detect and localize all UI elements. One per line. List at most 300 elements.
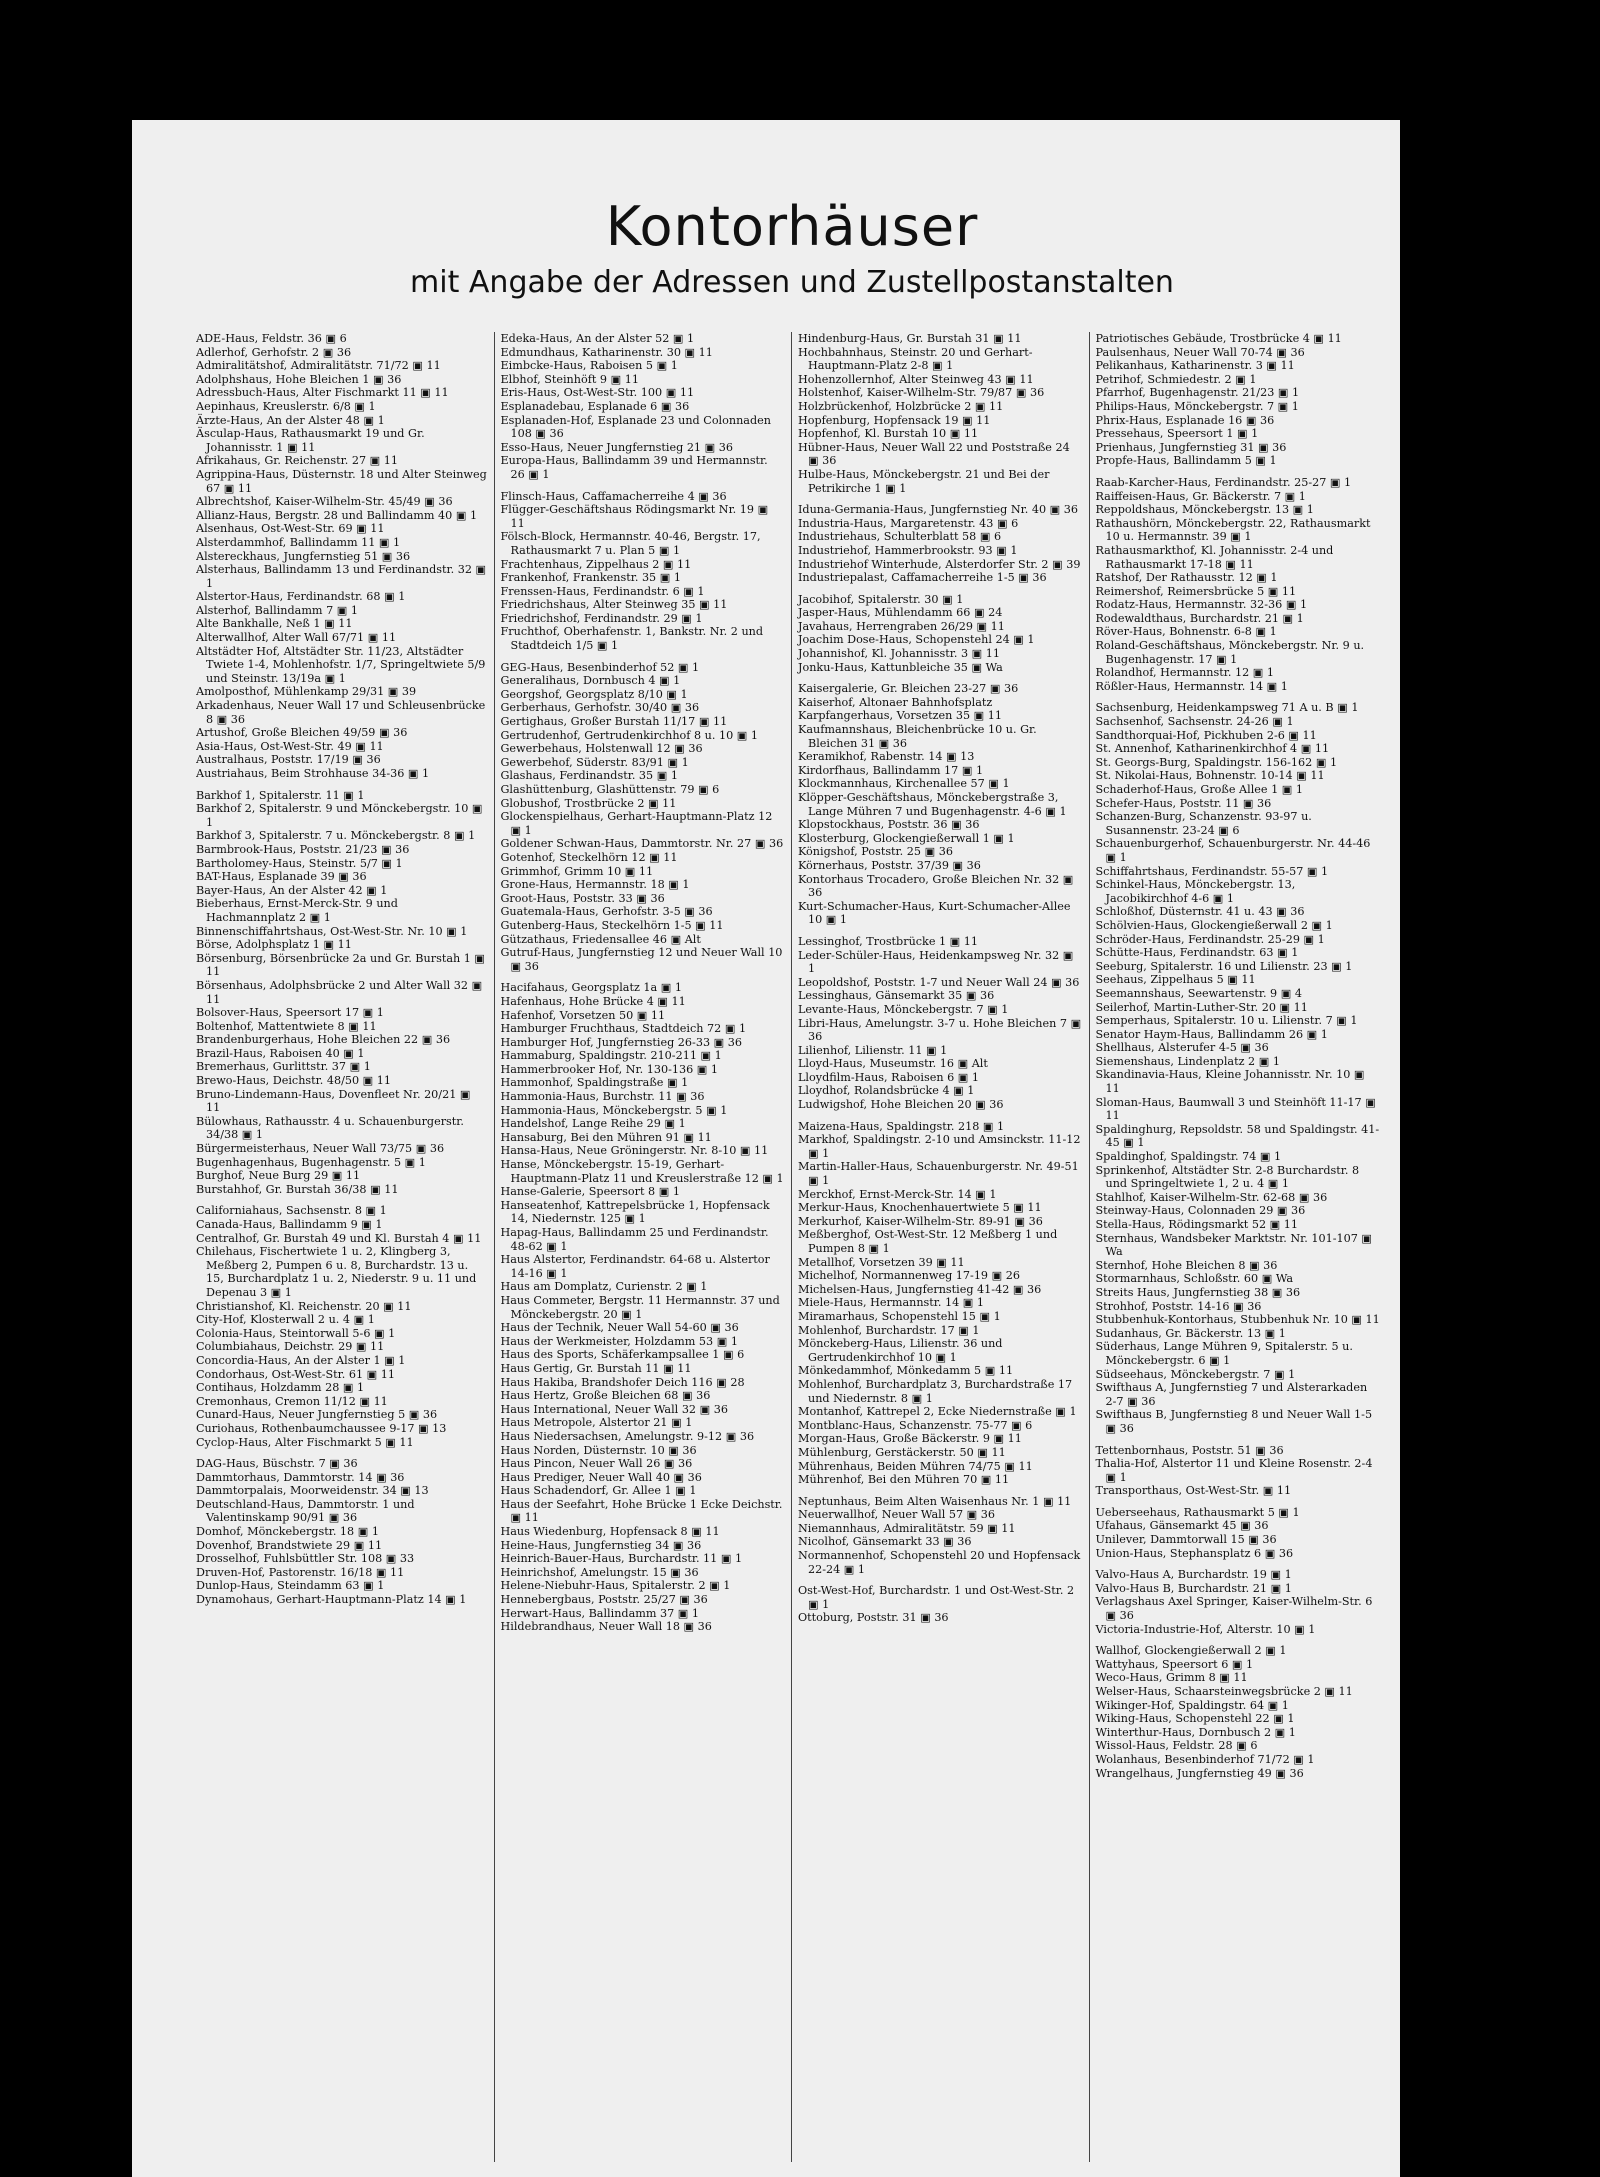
directory-entry: Seehaus, Zippelhaus 5 ▣ 11 <box>1095 973 1256 987</box>
directory-entry: Centralhof, Gr. Burstah 49 und Kl. Burstah 4 ▣ 11 <box>196 1231 482 1245</box>
directory-entry: Mönckeberg-Haus, Lilienstr. 36 und Gertrudenkirchhof 10 ▣ 1 <box>798 1337 1003 1364</box>
directory-entry: Cremonhaus, Cremon 11/12 ▣ 11 <box>196 1394 388 1408</box>
directory-entry: Admiralitätshof, Admiralitätstr. 71/72 ▣ 11 <box>196 359 441 373</box>
directory-entry: Concordia-Haus, An der Alster 1 ▣ 1 <box>196 1353 406 1367</box>
directory-entry: Haus der Werkmeister, Holzdamm 53 ▣ 1 <box>500 1334 738 1348</box>
directory-entry: Karpfangerhaus, Vorsetzen 35 ▣ 11 <box>798 709 1003 723</box>
directory-entry: GEG-Haus, Besenbinderhof 52 ▣ 1 <box>500 660 700 674</box>
directory-entry: Adlerhof, Gerhofstr. 2 ▣ 36 <box>196 345 352 359</box>
directory-entry: Sudanhaus, Gr. Bäckerstr. 13 ▣ 1 <box>1095 1326 1286 1340</box>
directory-entry: Sloman-Haus, Baumwall 3 und Steinhöft 11-17 ▣ 11 <box>1095 1095 1376 1123</box>
directory-entry: Edeka-Haus, An der Alster 52 ▣ 1 <box>500 332 695 345</box>
directory-entry: Haus Hakiba, Brandshofer Deich 116 ▣ 28 <box>500 1375 745 1389</box>
scan-background <box>1400 0 1600 2177</box>
directory-entry: Allianz-Haus, Bergstr. 28 und Ballindamm 40 ▣ 1 <box>196 508 478 522</box>
directory-entry: Asia-Haus, Ost-West-Str. 49 ▣ 11 <box>196 739 384 753</box>
directory-entry: Wrangelhaus, Jungfernstieg 49 ▣ 36 <box>1095 1766 1304 1780</box>
directory-entry: Brandenburgerhaus, Hohe Bleichen 22 ▣ 36 <box>196 1033 451 1047</box>
directory-entry: Javahaus, Herrengraben 26/29 ▣ 11 <box>798 619 1005 633</box>
directory-entry: Niemannhaus, Admiralitätstr. 59 ▣ 11 <box>798 1521 1016 1535</box>
directory-entry: Bugenhagenhaus, Bugenhagenstr. 5 ▣ 1 <box>196 1155 426 1169</box>
directory-entry: Sternhaus, Wandsbeker Marktstr. Nr. 101-107 ▣ Wa <box>1095 1231 1373 1259</box>
directory-entry: Hamburger Fruchthaus, Stadtdeich 72 ▣ 1 <box>500 1022 747 1036</box>
directory-entry: Haus Metropole, Alstertor 21 ▣ 1 <box>500 1416 693 1430</box>
directory-entry: Heinrich-Bauer-Haus, Burchardstr. 11 ▣ 1 <box>500 1552 743 1566</box>
directory-entry: Mührenhaus, Beiden Mühren 74/75 ▣ 11 <box>798 1459 1033 1473</box>
directory-entry: Adressbuch-Haus, Alter Fischmarkt 11 ▣ 11 <box>196 386 449 400</box>
directory-entry: Rathausmarkthof, Kl. Johannisstr. 2-4 und Rathausmarkt 17-18 ▣ 11 <box>1095 543 1334 571</box>
directory-entry: Condorhaus, Ost-West-Str. 61 ▣ 11 <box>196 1367 396 1381</box>
directory-entry: Transporthaus, Ost-West-Str. ▣ 11 <box>1095 1484 1292 1498</box>
directory-entry: Kaufmannshaus, Bleichenbrücke 10 u. Gr. Bleichen 31 ▣ 36 <box>798 723 1037 750</box>
directory-entry: Friedrichshof, Ferdinandstr. 29 ▣ 1 <box>500 611 703 625</box>
directory-entry: Mohlenhof, Burchardplatz 3, Burchardstraße 17 und Niedernstr. 8 ▣ 1 <box>798 1377 1073 1405</box>
directory-entry: Reppoldshaus, Mönckebergstr. 13 ▣ 1 <box>1095 503 1314 517</box>
directory-entry: Alsterhof, Ballindamm 7 ▣ 1 <box>196 603 359 617</box>
directory-entry: Georgshof, Georgsplatz 8/10 ▣ 1 <box>500 687 688 701</box>
directory-entry: Hohenzollernhof, Alter Steinweg 43 ▣ 11 <box>798 372 1034 386</box>
directory-entry: Lilienhof, Lilienstr. 11 ▣ 1 <box>798 1043 948 1057</box>
directory-entry: Schauenburgerhof, Schauenburgerstr. Nr. 44-46 ▣ 1 <box>1095 837 1371 864</box>
directory-entry: Dammtorpalais, Moorweidenstr. 34 ▣ 13 <box>196 1484 429 1498</box>
directory-entry: Lessinghaus, Gänsemarkt 35 ▣ 36 <box>798 989 995 1003</box>
directory-entry: Sachsenburg, Heidenkampsweg 71 A u. B ▣ 1 <box>1095 701 1359 715</box>
directory-entry: Raab-Karcher-Haus, Ferdinandstr. 25-27 ▣ 1 <box>1095 475 1352 489</box>
directory-entry: Ludwigshof, Hohe Bleichen 20 ▣ 36 <box>798 1098 1004 1112</box>
directory-entry: Lloyd-Haus, Museumstr. 16 ▣ Alt <box>798 1057 988 1071</box>
directory-entry: Bolsover-Haus, Speersort 17 ▣ 1 <box>196 1006 384 1020</box>
directory-entry: Miramarhaus, Schopenstehl 15 ▣ 1 <box>798 1309 1001 1323</box>
directory-entry: Industriehof, Hammerbrookstr. 93 ▣ 1 <box>798 543 1018 557</box>
directory-entry: Haus Gertig, Gr. Burstah 11 ▣ 11 <box>500 1361 692 1375</box>
directory-entry: Hanse-Galerie, Speersort 8 ▣ 1 <box>500 1185 680 1199</box>
directory-entry: Afrikahaus, Gr. Reichenstr. 27 ▣ 11 <box>196 454 399 468</box>
directory-entry: Haus Norden, Düsternstr. 10 ▣ 36 <box>500 1443 697 1457</box>
directory-entry: Schröder-Haus, Ferdinandstr. 25-29 ▣ 1 <box>1095 932 1325 946</box>
directory-entry: Eimbcke-Haus, Raboisen 5 ▣ 1 <box>500 359 678 373</box>
directory-entry: Wattyhaus, Speersort 6 ▣ 1 <box>1095 1657 1254 1671</box>
directory-entry: Bartholomey-Haus, Steinstr. 5/7 ▣ 1 <box>196 856 403 870</box>
directory-entry: Kontorhaus Trocadero, Große Bleichen Nr. 32 ▣ 36 <box>798 872 1074 900</box>
directory-entry: Libri-Haus, Amelungstr. 3-7 u. Hohe Bleichen 7 ▣ 36 <box>798 1016 1082 1044</box>
directory-entry: Börsenburg, Börsenbrücke 2a und Gr. Burstah 1 ▣ 11 <box>196 951 485 979</box>
directory-entry: Phrix-Haus, Esplanade 16 ▣ 36 <box>1095 413 1275 427</box>
directory-entry: Hammonia-Haus, Burchstr. 11 ▣ 36 <box>500 1090 705 1104</box>
directory-entry: Ratshof, Der Rathausstr. 12 ▣ 1 <box>1095 571 1278 585</box>
directory-entry: Hacifahaus, Georgsplatz 1a ▣ 1 <box>500 981 683 995</box>
directory-entry: Arkadenhaus, Neuer Wall 17 und Schleusenbrücke 8 ▣ 36 <box>196 699 486 726</box>
directory-entry: Hammonia-Haus, Mönckebergstr. 5 ▣ 1 <box>500 1103 728 1117</box>
directory-entry: Mühlenburg, Gerstäckerstr. 50 ▣ 11 <box>798 1445 1006 1459</box>
directory-entry: Paulsenhaus, Neuer Wall 70-74 ▣ 36 <box>1095 345 1305 359</box>
directory-entry: Neptunhaus, Beim Alten Waisenhaus Nr. 1 ▣ 11 <box>798 1494 1072 1508</box>
directory-entry: Amolposthof, Mühlenkamp 29/31 ▣ 39 <box>196 685 417 699</box>
directory-entry: Schiffahrtshaus, Ferdinandstr. 55-57 ▣ 1 <box>1095 864 1329 878</box>
directory-entry: Hamburger Hof, Jungfernstieg 26-33 ▣ 36 <box>500 1035 742 1049</box>
directory-entry: Merkur-Haus, Knochenhauertwiete 5 ▣ 11 <box>798 1201 1042 1215</box>
directory-entry: Kurt-Schumacher-Haus, Kurt-Schumacher-Allee 10 ▣ 1 <box>798 899 1071 927</box>
directory-entry: Gewerbehaus, Holstenwall 12 ▣ 36 <box>500 742 703 756</box>
directory-entry: Gewerbehof, Süderstr. 83/91 ▣ 1 <box>500 755 689 769</box>
directory-entry: Canada-Haus, Ballindamm 9 ▣ 1 <box>196 1218 383 1231</box>
directory-entry: Morgan-Haus, Große Bäckerstr. 9 ▣ 11 <box>798 1432 1022 1446</box>
directory-entry: Fölsch-Block, Hermannstr. 40-46, Bergstr. 17, Rathausmarkt 7 u. Plan 5 ▣ 1 <box>500 530 761 557</box>
directory-entry: Welser-Haus, Schaarsteinwegsbrücke 2 ▣ 11 <box>1095 1685 1353 1698</box>
directory-entry: Albrechtshof, Kaiser-Wilhelm-Str. 45/49 ▣ 36 <box>196 495 453 509</box>
directory-entry: Fruchthof, Oberhafenstr. 1, Bankstr. Nr. 2 und Stadtdeich 1/5 ▣ 1 <box>500 625 764 653</box>
directory-entry: Haus International, Neuer Wall 32 ▣ 36 <box>500 1402 728 1416</box>
directory-entry: Sandthorquai-Hof, Pickhuben 2-6 ▣ 11 <box>1095 728 1317 742</box>
directory-entry: Europa-Haus, Ballindamm 39 und Hermannstr. 26 ▣ 1 <box>500 454 768 481</box>
directory-entry: Burghof, Neue Burg 29 ▣ 11 <box>196 1169 361 1183</box>
directory-entry: Hulbe-Haus, Mönckebergstr. 21 und Bei der Petrikirche 1 ▣ 1 <box>798 467 1050 495</box>
directory-entry: Raiffeisen-Haus, Gr. Bäckerstr. 7 ▣ 1 <box>1095 489 1306 503</box>
directory-entry: Alsenhaus, Ost-West-Str. 69 ▣ 11 <box>196 522 385 536</box>
directory-entry: Haus Niedersachsen, Amelungstr. 9-12 ▣ 36 <box>500 1429 755 1443</box>
directory-entry: Gertighaus, Großer Burstah 11/17 ▣ 11 <box>500 715 728 729</box>
directory-entry: Spaldinghurg, Repsoldstr. 58 und Spaldingstr. 41-45 ▣ 1 <box>1095 1122 1380 1150</box>
directory-entry: Stahlhof, Kaiser-Wilhelm-Str. 62-68 ▣ 36 <box>1095 1190 1328 1204</box>
directory-entry: Schölvien-Haus, Glockengießerwall 2 ▣ 1 <box>1095 918 1333 932</box>
directory-entry: Haus der Seefahrt, Hohe Brücke 1 Ecke Deichstr. ▣ 11 <box>500 1497 783 1525</box>
directory-entry: Rodatz-Haus, Hermannstr. 32-36 ▣ 1 <box>1095 598 1308 612</box>
directory-entry: Mührenhof, Bei den Mühren 70 ▣ 11 <box>798 1473 1010 1487</box>
directory-entry: Hopfenhof, Kl. Burstah 10 ▣ 11 <box>798 427 979 441</box>
directory-entry: Dunlop-Haus, Steindamm 63 ▣ 1 <box>196 1579 385 1593</box>
directory-entry: Wikinger-Hof, Spaldingstr. 64 ▣ 1 <box>1095 1698 1289 1712</box>
directory-entry: St. Nikolai-Haus, Bohnenstr. 10-14 ▣ 11 <box>1095 769 1325 783</box>
directory-entry: Industriehaus, Schulterblatt 58 ▣ 6 <box>798 530 1002 544</box>
directory-entry: Esso-Haus, Neuer Jungfernstieg 21 ▣ 36 <box>500 440 733 454</box>
directory-entry: Spaldinghof, Spaldingstr. 74 ▣ 1 <box>1095 1150 1282 1164</box>
directory-entry: Seilerhof, Martin-Luther-Str. 20 ▣ 11 <box>1095 1000 1308 1014</box>
directory-entry: Haus der Technik, Neuer Wall 54-60 ▣ 36 <box>500 1321 739 1335</box>
directory-entry: DAG-Haus, Büschstr. 7 ▣ 36 <box>196 1457 358 1471</box>
directory-entry: City-Hof, Klosterwall 2 u. 4 ▣ 1 <box>196 1313 375 1327</box>
directory-entry: Ärzte-Haus, An der Alster 48 ▣ 1 <box>196 413 385 427</box>
directory-column-3 <box>791 332 1089 2162</box>
directory-entry: Hammerbrooker Hof, Nr. 130-136 ▣ 1 <box>500 1062 719 1076</box>
directory-entry: Miele-Haus, Hermannstr. 14 ▣ 1 <box>798 1296 985 1310</box>
directory-entry: Boltenhof, Mattentwiete 8 ▣ 11 <box>196 1019 377 1033</box>
directory-entry: Ottoburg, Poststr. 31 ▣ 36 <box>798 1611 949 1625</box>
directory-entry: Schaderhof-Haus, Große Allee 1 ▣ 1 <box>1095 783 1304 796</box>
directory-entry: Rathaushörn, Mönckebergstr. 22, Rathausmarkt 10 u. Hermannstr. 39 ▣ 1 <box>1095 516 1371 544</box>
directory-entry: Groot-Haus, Poststr. 33 ▣ 36 <box>500 891 665 905</box>
directory-entry: Burstahhof, Gr. Burstah 36/38 ▣ 11 <box>196 1182 399 1196</box>
directory-entry: Hennebergbaus, Poststr. 25/27 ▣ 36 <box>500 1593 708 1607</box>
directory-entry: Levante-Haus, Mönckebergstr. 7 ▣ 1 <box>798 1002 1009 1016</box>
directory-entry: Eris-Haus, Ost-West-Str. 100 ▣ 11 <box>500 386 695 400</box>
directory-entry: Guatemala-Haus, Gerhofstr. 3-5 ▣ 36 <box>500 905 713 919</box>
directory-entry: Röver-Haus, Bohnenstr. 6-8 ▣ 1 <box>1095 625 1277 639</box>
directory-entry: Sternhof, Hohe Bleichen 8 ▣ 36 <box>1095 1258 1278 1272</box>
directory-entry: Hanseatenhof, Kattrepelsbrücke 1, Hopfensack 14, Niedernstr. 125 ▣ 1 <box>500 1198 770 1226</box>
directory-entry: Drosselhof, Fuhlsbüttler Str. 108 ▣ 33 <box>196 1552 415 1566</box>
directory-entry: Michelhof, Normannenweg 17-19 ▣ 26 <box>798 1269 1020 1283</box>
directory-entry: Druven-Hof, Pastorenstr. 16/18 ▣ 11 <box>196 1565 405 1579</box>
directory-entry: Martin-Haller-Haus, Schauenburgerstr. Nr. 49-51 ▣ 1 <box>798 1160 1079 1188</box>
directory-entry: Äsculap-Haus, Rathausmarkt 19 und Gr. Johannisstr. 1 ▣ 11 <box>196 427 425 454</box>
directory-entry: Johannishof, Kl. Johannisstr. 3 ▣ 11 <box>798 647 1000 661</box>
directory-entry: Flügger-Geschäftshaus Rödingsmarkt Nr. 19 ▣ 11 <box>500 503 769 530</box>
directory-column-4 <box>1089 332 1387 2162</box>
directory-entry: Alsterhaus, Ballindamm 13 und Ferdinandstr. 32 ▣ 1 <box>196 563 487 590</box>
directory-columns <box>196 332 1386 2162</box>
directory-entry: St. Georgs-Burg, Spaldingstr. 156-162 ▣ 1 <box>1095 755 1338 769</box>
directory-entry: Keramikhof, Rabenstr. 14 ▣ 13 <box>798 750 975 764</box>
directory-entry: Alte Bankhalle, Neß 1 ▣ 11 <box>196 617 353 631</box>
directory-entry: Herwart-Haus, Ballindamm 37 ▣ 1 <box>500 1606 700 1620</box>
directory-entry: Mönkedammhof, Mönkedamm 5 ▣ 11 <box>798 1364 1014 1378</box>
directory-entry: Hildebrandhaus, Neuer Wall 18 ▣ 36 <box>500 1620 712 1634</box>
directory-entry: Hammaburg, Spaldingstr. 210-211 ▣ 1 <box>500 1049 722 1063</box>
directory-entry: Dynamohaus, Gerhart-Hauptmann-Platz 14 ▣ 1 <box>196 1593 467 1607</box>
directory-entry: Esplanaden-Hof, Esplanade 23 und Colonnaden 108 ▣ 36 <box>500 413 771 441</box>
directory-entry: Rößler-Haus, Hermannstr. 14 ▣ 1 <box>1095 679 1288 693</box>
directory-entry: Reimershof, Reimersbrücke 5 ▣ 11 <box>1095 584 1297 598</box>
page-subtitle: mit Angabe der Adressen und Zustellpostanstalten <box>410 265 1174 300</box>
directory-entry: Deutschland-Haus, Dammtorstr. 1 und Valentinskamp 90/91 ▣ 36 <box>196 1497 415 1525</box>
directory-entry: Industria-Haus, Margaretenstr. 43 ▣ 6 <box>798 516 1019 530</box>
directory-entry: Kaisergalerie, Gr. Bleichen 23-27 ▣ 36 <box>798 682 1019 696</box>
directory-entry: Valvo-Haus A, Burchardstr. 19 ▣ 1 <box>1095 1568 1292 1582</box>
directory-entry: Meßberghof, Ost-West-Str. 12 Meßberg 1 und Pumpen 8 ▣ 1 <box>798 1228 1058 1255</box>
directory-entry: Ost-West-Hof, Burchardstr. 1 und Ost-West-Str. 2 ▣ 1 <box>798 1584 1075 1611</box>
directory-entry: Binnenschiffahrtshaus, Ost-West-Str. Nr. 10 ▣ 1 <box>196 924 468 938</box>
directory-entry: Süderhaus, Lange Mühren 9, Spitalerstr. 5 u. Mönckebergstr. 6 ▣ 1 <box>1095 1340 1353 1367</box>
directory-entry: Elbhof, Steinhöft 9 ▣ 11 <box>500 372 639 386</box>
directory-entry: Goldener Schwan-Haus, Dammtorstr. Nr. 27 ▣ 36 <box>500 837 784 851</box>
directory-entry: Sachsenhof, Sachsenstr. 24-26 ▣ 1 <box>1095 715 1294 729</box>
directory-entry: ADE-Haus, Feldstr. 36 ▣ 6 <box>196 332 347 345</box>
directory-entry: Steinway-Haus, Colonnaden 29 ▣ 36 <box>1095 1204 1306 1218</box>
directory-column-1 <box>196 332 494 2162</box>
directory-entry: Hochbahnhaus, Steinstr. 20 und Gerhart-Hauptmann-Platz 2-8 ▣ 1 <box>798 345 1033 373</box>
directory-entry: Haus Schadendorf, Gr. Allee 1 ▣ 1 <box>500 1484 697 1498</box>
directory-entry: Bülowhaus, Rathausstr. 4 u. Schauenburgerstr. 34/38 ▣ 1 <box>196 1114 464 1142</box>
directory-entry: Industriepalast, Caffamacherreihe 1-5 ▣ 36 <box>798 571 1047 585</box>
directory-entry: Barkhof 2, Spitalerstr. 9 und Mönckebergstr. 10 ▣ 1 <box>196 802 483 829</box>
directory-entry: Valvo-Haus B, Burchardstr. 21 ▣ 1 <box>1095 1581 1292 1595</box>
directory-entry: Alsterdammhof, Ballindamm 11 ▣ 1 <box>196 535 401 549</box>
directory-entry: Hafenhof, Vorsetzen 50 ▣ 11 <box>500 1008 666 1022</box>
directory-entry: Klöpper-Geschäftshaus, Mönckebergstraße 3, Lange Mühren 7 und Bugenhagenstr. 4-6 ▣ 1 <box>798 791 1067 818</box>
directory-entry: Jonku-Haus, Kattunbleiche 35 ▣ Wa <box>798 660 1003 674</box>
directory-entry: Globushof, Trostbrücke 2 ▣ 11 <box>500 796 677 810</box>
directory-entry: Börse, Adolphsplatz 1 ▣ 11 <box>196 938 352 952</box>
directory-entry: Michelsen-Haus, Jungfernstieg 41-42 ▣ 36 <box>798 1282 1042 1296</box>
directory-entry: Patriotisches Gebäude, Trostbrücke 4 ▣ 11 <box>1095 332 1342 345</box>
directory-entry: Rolandhof, Hermannstr. 12 ▣ 1 <box>1095 666 1274 680</box>
directory-entry: Hammonhof, Spaldingstraße ▣ 1 <box>500 1076 689 1090</box>
directory-entry: Senator Haym-Haus, Ballindamm 26 ▣ 1 <box>1095 1027 1328 1041</box>
directory-entry: Iduna-Germania-Haus, Jungfernstieg Nr. 40 ▣ 36 <box>798 503 1079 517</box>
directory-entry: St. Annenhof, Katharinenkirchhof 4 ▣ 11 <box>1095 742 1330 756</box>
directory-entry: Frankenhof, Frankenstr. 35 ▣ 1 <box>500 571 681 585</box>
directory-entry: Jacobihof, Spitalerstr. 30 ▣ 1 <box>798 592 964 606</box>
directory-entry: Glashaus, Ferdinandstr. 35 ▣ 1 <box>500 769 678 783</box>
directory-entry: Esplanadebau, Esplanade 6 ▣ 36 <box>500 399 690 413</box>
directory-entry: Winterthur-Haus, Dornbusch 2 ▣ 1 <box>1095 1725 1296 1739</box>
directory-entry: Barmbrook-Haus, Poststr. 21/23 ▣ 36 <box>196 842 410 856</box>
directory-entry: Australhaus, Poststr. 17/19 ▣ 36 <box>196 753 381 767</box>
directory-entry: Neuerwallhof, Neuer Wall 57 ▣ 36 <box>798 1508 995 1522</box>
directory-entry: Bruno-Lindemann-Haus, Dovenfleet Nr. 20/21 ▣ 11 <box>196 1087 471 1115</box>
directory-entry: Alstereckhaus, Jungfernstieg 51 ▣ 36 <box>196 549 411 563</box>
directory-entry: Bürgermeisterhaus, Neuer Wall 73/75 ▣ 36 <box>196 1142 445 1156</box>
directory-entry: Sprinkenhof, Altstädter Str. 2-8 Burchardstr. 8 und Springeltwiete 1, 2 u. 4 ▣ 1 <box>1095 1163 1360 1191</box>
directory-entry: Industriehof Winterhude, Alsterdorfer Str. 2 ▣ 39 <box>798 557 1081 571</box>
directory-entry: Hafenhaus, Hohe Brücke 4 ▣ 11 <box>500 994 686 1008</box>
directory-entry: Shellhaus, Alsterufer 4-5 ▣ 36 <box>1095 1041 1269 1055</box>
directory-entry: Schinkel-Haus, Mönckebergstr. 13, Jacobikirchhof 4-6 ▣ 1 <box>1095 878 1296 905</box>
directory-entry: Domhof, Mönckebergstr. 18 ▣ 1 <box>196 1525 379 1539</box>
directory-entry: Siemenshaus, Lindenplatz 2 ▣ 1 <box>1095 1054 1280 1068</box>
directory-entry: Lloydhof, Rolandsbrücke 4 ▣ 1 <box>798 1084 975 1098</box>
directory-entry: Joachim Dose-Haus, Schopenstehl 24 ▣ 1 <box>798 633 1035 647</box>
directory-entry: Hapag-Haus, Ballindamm 25 und Ferdinandstr. 48-62 ▣ 1 <box>500 1226 769 1253</box>
directory-entry: Roland-Geschäftshaus, Mönckebergstr. Nr. 9 u. Bugenhagenstr. 17 ▣ 1 <box>1095 639 1365 666</box>
directory-entry: Gotenhof, Steckelhörn 12 ▣ 11 <box>500 850 678 864</box>
directory-entry: Grone-Haus, Hermannstr. 18 ▣ 1 <box>500 878 690 892</box>
directory-entry: Aepinhaus, Kreuslerstr. 6/8 ▣ 1 <box>196 399 376 413</box>
directory-entry: Hopfenburg, Hopfensack 19 ▣ 11 <box>798 413 991 427</box>
directory-entry: Haus Prediger, Neuer Wall 40 ▣ 36 <box>500 1470 702 1484</box>
directory-entry: Christianshof, Kl. Reichenstr. 20 ▣ 11 <box>196 1299 412 1313</box>
directory-entry: Wiking-Haus, Schopenstehl 22 ▣ 1 <box>1095 1712 1295 1726</box>
directory-entry: Schefer-Haus, Poststr. 11 ▣ 36 <box>1095 796 1272 810</box>
directory-entry: Swifthaus A, Jungfernstieg 7 und Alsterarkaden 2-7 ▣ 36 <box>1095 1381 1368 1408</box>
directory-entry: Gerberhaus, Gerhofstr. 30/40 ▣ 36 <box>500 701 700 715</box>
directory-entry: Haus Pincon, Neuer Wall 26 ▣ 36 <box>500 1457 693 1471</box>
directory-entry: Glashüttenburg, Glashüttenstr. 79 ▣ 6 <box>500 783 720 796</box>
directory-entry: Ufahaus, Gänsemarkt 45 ▣ 36 <box>1095 1519 1269 1533</box>
page-title: Kontorhäuser <box>605 195 979 258</box>
directory-entry: Montanhof, Kattrepel 2, Ecke Niedernstraße ▣ 1 <box>798 1405 1077 1419</box>
directory-entry: Maizena-Haus, Spaldingstr. 218 ▣ 1 <box>798 1119 1005 1133</box>
directory-entry: Grimmhof, Grimm 10 ▣ 11 <box>500 864 654 878</box>
directory-entry: Stella-Haus, Rödingsmarkt 52 ▣ 11 <box>1095 1218 1298 1231</box>
directory-entry: Bremerhaus, Gurlittstr. 37 ▣ 1 <box>196 1060 371 1074</box>
directory-entry: Philips-Haus, Mönckebergstr. 7 ▣ 1 <box>1095 399 1299 413</box>
directory-entry: Altstädter Hof, Altstädter Str. 11/23, Altstädter Twiete 1-4, Mohlenhofstr. 1/7, Springeltwiete 5/9 und Steinstr. 13/19a ▣ 1 <box>196 644 486 685</box>
directory-entry: Petrihof, Schmiedestr. 2 ▣ 1 <box>1095 372 1257 386</box>
directory-entry: Ueberseehaus, Rathausmarkt 5 ▣ 1 <box>1095 1505 1300 1519</box>
directory-entry: Semperhaus, Spitalerstr. 10 u. Lilienstr. 7 ▣ 1 <box>1095 1014 1358 1028</box>
directory-entry: Gutenberg-Haus, Steckelhörn 1-5 ▣ 11 <box>500 918 724 932</box>
directory-entry: Columbiahaus, Deichstr. 29 ▣ 11 <box>196 1340 385 1354</box>
directory-entry: Metallhof, Vorsetzen 39 ▣ 11 <box>798 1255 965 1269</box>
directory-entry: Stormarnhaus, Schloßstr. 60 ▣ Wa <box>1095 1272 1294 1286</box>
directory-entry: Generalihaus, Dornbusch 4 ▣ 1 <box>500 674 681 688</box>
directory-entry: Glockenspielhaus, Gerhart-Hauptmann-Platz 12 ▣ 1 <box>500 810 773 837</box>
directory-entry: Klockmannhaus, Kirchenallee 57 ▣ 1 <box>798 777 1010 791</box>
directory-entry: Alterwallhof, Alter Wall 67/71 ▣ 11 <box>196 631 397 645</box>
directory-entry: Leopoldshof, Poststr. 1-7 und Neuer Wall 24 ▣ 36 <box>798 975 1080 989</box>
directory-entry: Markhof, Spaldingstr. 2-10 und Amsinckstr. 11-12 ▣ 1 <box>798 1133 1081 1160</box>
directory-entry: Rodewaldthaus, Burchardstr. 21 ▣ 1 <box>1095 611 1304 625</box>
directory-entry: Schanzen-Burg, Schanzenstr. 93-97 u. Susannenstr. 23-24 ▣ 6 <box>1095 810 1312 837</box>
directory-entry: Merckhof, Ernst-Merck-Str. 14 ▣ 1 <box>798 1187 997 1201</box>
directory-entry: Adolphshaus, Hohe Bleichen 1 ▣ 36 <box>196 372 402 386</box>
directory-entry: Seeburg, Spitalerstr. 16 und Lilienstr. 23 ▣ 1 <box>1095 959 1353 973</box>
directory-entry: Hübner-Haus, Neuer Wall 22 und Poststraße 24 ▣ 36 <box>798 440 1070 468</box>
directory-entry: Haus am Domplatz, Curienstr. 2 ▣ 1 <box>500 1280 708 1294</box>
directory-entry: Unilever, Dammtorwall 15 ▣ 36 <box>1095 1533 1277 1547</box>
directory-entry: Holzbrückenhof, Holzbrücke 2 ▣ 11 <box>798 399 1004 413</box>
directory-entry: Gutruf-Haus, Jungfernstieg 12 und Neuer Wall 10 ▣ 36 <box>500 946 783 973</box>
directory-entry: Stubbenhuk-Kontorhaus, Stubbenhuk Nr. 10 ▣ 11 <box>1095 1313 1380 1327</box>
directory-entry: Haus Wiedenburg, Hopfensack 8 ▣ 11 <box>500 1525 720 1539</box>
directory-entry: Jasper-Haus, Mühlendamm 66 ▣ 24 <box>798 606 1003 620</box>
directory-entry: Haus Alstertor, Ferdinandstr. 64-68 u. Alstertor 14-16 ▣ 1 <box>500 1253 770 1280</box>
directory-entry: Gützathaus, Friedensallee 46 ▣ Alt <box>500 932 701 946</box>
directory-entry: Leder-Schüler-Haus, Heidenkampsweg Nr. 32 ▣ 1 <box>798 948 1074 976</box>
directory-entry: Königshof, Poststr. 25 ▣ 36 <box>798 845 953 859</box>
directory-entry: Seemannshaus, Seewartenstr. 9 ▣ 4 <box>1095 986 1302 1000</box>
directory-entry: Pressehaus, Speersort 1 ▣ 1 <box>1095 427 1259 441</box>
directory-entry: Skandinavia-Haus, Kleine Johannisstr. Nr. 10 ▣ 11 <box>1095 1068 1365 1096</box>
directory-entry: Gertrudenhof, Gertrudenkirchhof 8 u. 10 ▣ 1 <box>500 728 759 742</box>
directory-entry: Merkurhof, Kaiser-Wilhelm-Str. 89-91 ▣ 36 <box>798 1214 1043 1228</box>
directory-entry: Frenssen-Haus, Ferdinandstr. 6 ▣ 1 <box>500 584 705 598</box>
directory-entry: Contihaus, Holzdamm 28 ▣ 1 <box>196 1381 365 1395</box>
directory-entry: Nicolhof, Gänsemarkt 33 ▣ 36 <box>798 1535 972 1549</box>
directory-entry: Heine-Haus, Jungfernstieg 34 ▣ 36 <box>500 1538 702 1552</box>
directory-entry: Normannenhof, Schopenstehl 20 und Hopfensack 22-24 ▣ 1 <box>798 1549 1081 1576</box>
directory-column-2 <box>494 332 792 2162</box>
directory-entry: Dovenhof, Brandstwiete 29 ▣ 11 <box>196 1538 383 1552</box>
directory-entry: Börsenhaus, Adolphsbrücke 2 und Alter Wall 32 ▣ 11 <box>196 978 483 1006</box>
directory-entry: BAT-Haus, Esplanade 39 ▣ 36 <box>196 870 367 884</box>
directory-entry: Brewo-Haus, Deichstr. 48/50 ▣ 11 <box>196 1074 392 1088</box>
directory-entry: Californiahaus, Sachsenstr. 8 ▣ 1 <box>196 1204 387 1218</box>
directory-entry: Curiohaus, Rothenbaumchaussee 9-17 ▣ 13 <box>196 1421 447 1435</box>
directory-entry: Chilehaus, Fischertwiete 1 u. 2, Klingberg 3, Meßberg 2, Pumpen 6 u. 8, Burchardstr. 13 u. 15, Burchardplatz 1 u. 2, Niederstr. 9 u. 11 und Depenau 3 ▣ 1 <box>196 1245 477 1299</box>
directory-entry: Handelshof, Lange Reihe 29 ▣ 1 <box>500 1117 686 1131</box>
directory-entry: Barkhof 3, Spitalerstr. 7 u. Mönckebergstr. 8 ▣ 1 <box>196 829 476 843</box>
directory-entry: Klosterburg, Glockengießerwall 1 ▣ 1 <box>798 831 1015 845</box>
directory-entry: Helene-Niebuhr-Haus, Spitalerstr. 2 ▣ 1 <box>500 1579 731 1593</box>
directory-entry: Holstenhof, Kaiser-Wilhelm-Str. 79/87 ▣ 36 <box>798 386 1045 400</box>
directory-entry: Heinrichshof, Amelungstr. 15 ▣ 36 <box>500 1565 699 1579</box>
directory-entry: Haus Commeter, Bergstr. 11 Hermannstr. 37 und Mönckebergstr. 20 ▣ 1 <box>500 1293 780 1321</box>
directory-entry: Hansaburg, Bei den Mühren 91 ▣ 11 <box>500 1130 712 1144</box>
directory-entry: Hanse, Mönckebergstr. 15-19, Gerhart-Hauptmann-Platz 11 und Kreuslerstraße 12 ▣ 1 <box>500 1158 784 1185</box>
directory-entry: Dammtorhaus, Dammtorstr. 14 ▣ 36 <box>196 1470 405 1484</box>
directory-entry: Mohlenhof, Burchardstr. 17 ▣ 1 <box>798 1323 980 1337</box>
directory-entry: Pelikanhaus, Katharinenstr. 3 ▣ 11 <box>1095 359 1295 373</box>
directory-entry: Cunard-Haus, Neuer Jungfernstieg 5 ▣ 36 <box>196 1408 438 1422</box>
directory-entry: Cyclop-Haus, Alter Fischmarkt 5 ▣ 11 <box>196 1435 414 1449</box>
directory-entry: Colonia-Haus, Steintorwall 5-6 ▣ 1 <box>196 1326 396 1340</box>
directory-entry: Verlagshaus Axel Springer, Kaiser-Wilhelm-Str. 6 ▣ 36 <box>1095 1595 1373 1623</box>
directory-entry: Kaiserhof, Altonaer Bahnhofsplatz <box>798 695 993 709</box>
directory-entry: Austriahaus, Beim Strohhause 34-36 ▣ 1 <box>196 767 430 780</box>
directory-entry: Bieberhaus, Ernst-Merck-Str. 9 und Hachmannplatz 2 ▣ 1 <box>196 897 398 924</box>
directory-entry: Swifthaus B, Jungfernstieg 8 und Neuer Wall 1-5 ▣ 36 <box>1095 1408 1373 1435</box>
directory-entry: Klopstockhaus, Poststr. 36 ▣ 36 <box>798 818 980 832</box>
directory-entry: Agrippina-Haus, Düsternstr. 18 und Alter Steinweg 67 ▣ 11 <box>196 467 487 495</box>
directory-entry: Montblanc-Haus, Schanzenstr. 75-77 ▣ 6 <box>798 1418 1033 1432</box>
directory-entry: Tettenbornhaus, Poststr. 51 ▣ 36 <box>1095 1443 1284 1457</box>
directory-entry: Edmundhaus, Katharinenstr. 30 ▣ 11 <box>500 345 713 359</box>
directory-entry: Schütte-Haus, Ferdinandstr. 63 ▣ 1 <box>1095 946 1299 960</box>
directory-entry: Union-Haus, Stephansplatz 6 ▣ 36 <box>1095 1546 1294 1560</box>
directory-entry: Wallhof, Glockengießerwall 2 ▣ 1 <box>1095 1644 1287 1658</box>
directory-entry: Victoria-Industrie-Hof, Alterstr. 10 ▣ 1 <box>1095 1622 1316 1636</box>
